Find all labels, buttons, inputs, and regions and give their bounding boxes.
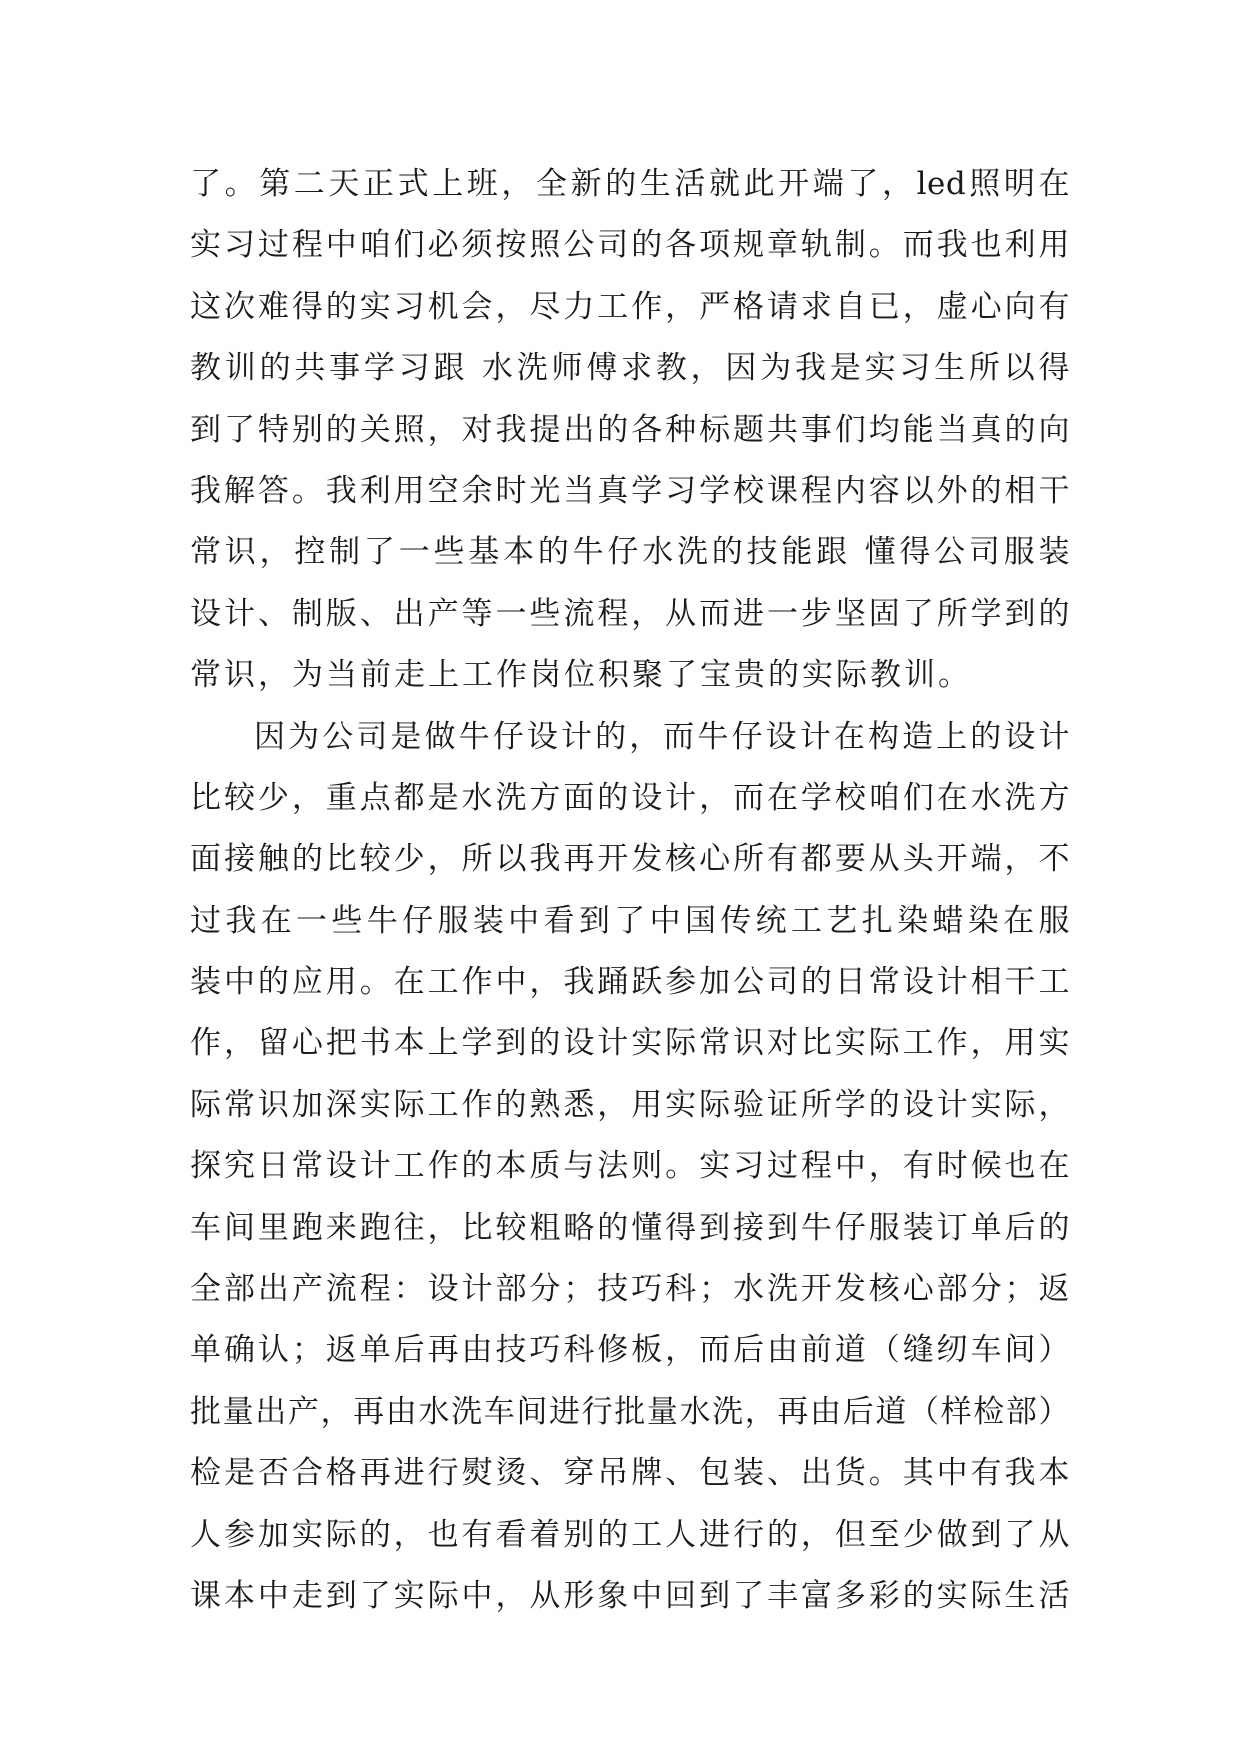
paragraph	[190, 154, 1070, 707]
text-line: 课本中走到了实际中，从形象中回到了丰富多彩的实际生活	[190, 1577, 1070, 1614]
text-line: 单确认；返单后再由技巧科修板，而后由前道（缝纫车间）	[190, 1332, 1070, 1369]
text-line: 了。第二天正式上班，全新的生活就此开端了，led照明在	[190, 166, 1070, 202]
paragraph	[190, 707, 1070, 1628]
text-line: 作，留心把书本上学到的设计实际常识对比实际工作，用实	[190, 1025, 1070, 1062]
text-line: 因为公司是做牛仔设计的，而牛仔设计在构造上的设计	[254, 718, 1070, 755]
text-line: 教训的共事学习跟 水洗师傅求教，因为我是实习生所以得	[190, 350, 1070, 387]
text-line: 过我在一些牛仔服装中看到了中国传统工艺扎染蜡染在服	[190, 902, 1070, 939]
text-line: 我解答。我利用空余时光当真学习学校课程内容以外的相干	[190, 472, 1070, 509]
text-line: 批量出产，再由水洗车间进行批量水洗，再由后道（样检部）	[190, 1393, 1070, 1430]
body-text	[190, 154, 1070, 1627]
text-line: 这次难得的实习机会，尽力工作，严格请求自已，虚心向有	[190, 288, 1070, 325]
text-line: 全部出产流程：设计部分；技巧科；水洗开发核心部分；返	[190, 1271, 1070, 1308]
text-line: 面接触的比较少，所以我再开发核心所有都要从头开端，不	[190, 841, 1070, 878]
text-line: 实习过程中咱们必须按照公司的各项规章轨制。而我也利用	[190, 227, 1070, 264]
text-line: 常识，为当前走上工作岗位积聚了宝贵的实际教训。	[190, 657, 972, 694]
text-line: 检是否合格再进行熨烫、穿吊牌、包装、出货。其中有我本	[190, 1455, 1070, 1492]
text-line: 探究日常设计工作的本质与法则。实习过程中，有时候也在	[190, 1148, 1070, 1185]
text-line: 比较少，重点都是水洗方面的设计，而在学校咱们在水洗方	[190, 779, 1070, 816]
text-line: 常识，控制了一些基本的牛仔水洗的技能跟 懂得公司服装	[190, 534, 1070, 571]
text-line: 人参加实际的，也有看着别的工人进行的，但至少做到了从	[190, 1516, 1070, 1553]
text-line: 车间里跑来跑往，比较粗略的懂得到接到牛仔服装订单后的	[190, 1209, 1070, 1246]
text-line: 设计、制版、出产等一些流程，从而进一步坚固了所学到的	[190, 595, 1070, 632]
text-line: 装中的应用。在工作中，我踊跃参加公司的日常设计相干工	[190, 964, 1070, 1001]
text-line: 际常识加深实际工作的熟悉，用实际验证所学的设计实际，	[190, 1086, 1070, 1123]
text-line: 到了特别的关照，对我提出的各种标题共事们均能当真的向	[190, 411, 1070, 448]
